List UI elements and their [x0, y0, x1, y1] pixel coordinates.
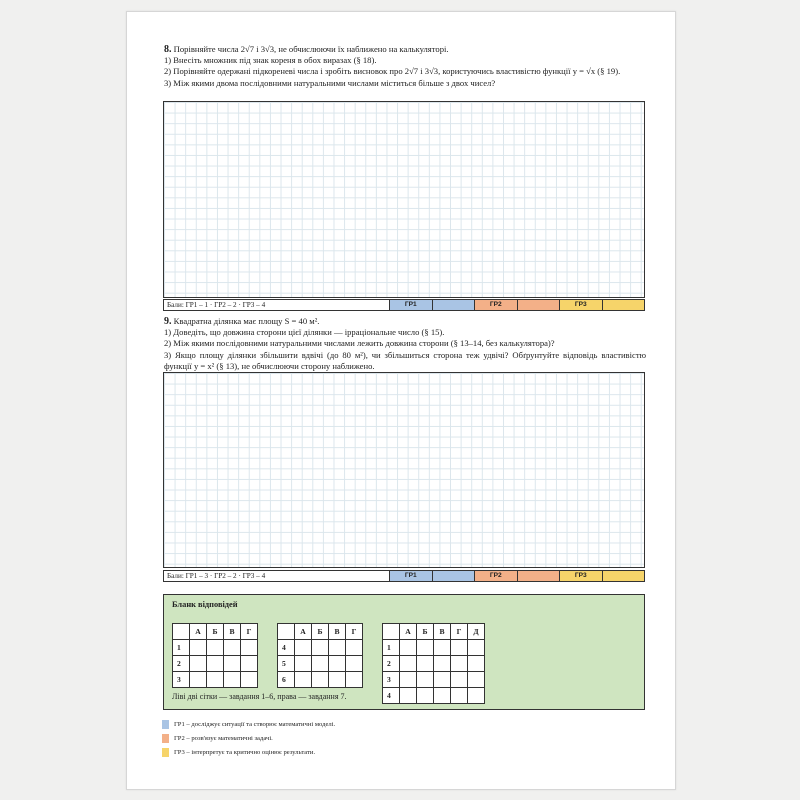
- answer-sheet-title: Бланк відповідей: [172, 600, 238, 609]
- answer-grid-area[interactable]: [163, 101, 645, 298]
- answer-cell[interactable]: [468, 656, 485, 672]
- row-number: 5: [278, 656, 295, 672]
- answer-cell[interactable]: [400, 656, 417, 672]
- column-header: А: [190, 624, 207, 640]
- answer-cell[interactable]: [468, 640, 485, 656]
- legend-text: ГР1 – досліджує ситуації та створює математичні моделі.: [174, 721, 336, 729]
- task-step-1: 1) Внесіть множник під знак кореня в обох виразах (§ 18).: [164, 55, 377, 66]
- column-header: А: [400, 624, 417, 640]
- gr2-label-cell: ГР2: [475, 300, 518, 310]
- column-header: А: [295, 624, 312, 640]
- answer-sheet-footer: Ліві дві сітки — завдання 1–6, права — завдання 7.: [172, 692, 347, 701]
- score-bar: [163, 570, 645, 582]
- gr2-color-swatch: [162, 734, 169, 743]
- legend-item-gr3: [162, 748, 315, 757]
- corner-cell: [173, 624, 190, 640]
- answer-cell[interactable]: [224, 672, 241, 688]
- answer-cell[interactable]: [434, 656, 451, 672]
- answer-cell[interactable]: [295, 656, 312, 672]
- row-number: 4: [278, 640, 295, 656]
- row-number: 2: [173, 656, 190, 672]
- task-step-1: 1) Доведіть, що довжина сторони цієї ділянки — ірраціональне число (§ 15).: [164, 327, 445, 338]
- task-8-intro-line: [164, 44, 646, 55]
- corner-cell: [278, 624, 295, 640]
- gr3-score-cell[interactable]: [603, 300, 645, 310]
- gr1-color-swatch: [162, 720, 169, 729]
- answer-cell[interactable]: [329, 672, 346, 688]
- answer-cell[interactable]: [241, 640, 258, 656]
- answer-cell[interactable]: [190, 672, 207, 688]
- task-intro: Квадратна ділянка має площу S = 40 м².: [173, 316, 320, 326]
- row-number: 1: [173, 640, 190, 656]
- answer-cell[interactable]: [400, 688, 417, 704]
- answer-grid-area[interactable]: [163, 372, 645, 568]
- task-9: [164, 316, 646, 372]
- gr3-color-swatch: [162, 748, 169, 757]
- answer-cell[interactable]: [190, 640, 207, 656]
- gr1-label-cell: ГР1: [390, 571, 433, 581]
- column-header: Б: [312, 624, 329, 640]
- score-label: Бали: ГР1 – 1 · ГР2 – 2 · ГР3 – 4: [164, 300, 390, 310]
- column-header: Б: [417, 624, 434, 640]
- answer-cell[interactable]: [346, 672, 363, 688]
- answer-grid-3: [382, 623, 485, 704]
- gr3-label-cell: ГР3: [560, 571, 603, 581]
- row-number: 3: [173, 672, 190, 688]
- task-9-intro-line: [164, 316, 646, 327]
- answer-grid-2: [277, 623, 363, 688]
- answer-cell[interactable]: [434, 640, 451, 656]
- legend-text: ГР3 – інтерпретує та критично оцінює результати.: [174, 749, 316, 757]
- gr2-score-cell[interactable]: [518, 300, 561, 310]
- column-header: Д: [468, 624, 485, 640]
- task-step-3: 3) Між якими двома послідовними натуральними числами міститься більше з двох чисел?: [164, 77, 496, 88]
- column-header: Г: [346, 624, 363, 640]
- answer-sheet: [163, 594, 645, 710]
- column-header: В: [329, 624, 346, 640]
- answer-cell[interactable]: [434, 672, 451, 688]
- legend-item-gr1: [162, 720, 335, 729]
- row-number: 6: [278, 672, 295, 688]
- row-number: 3: [383, 672, 400, 688]
- answer-cell[interactable]: [312, 656, 329, 672]
- answer-cell[interactable]: [400, 672, 417, 688]
- answer-cell[interactable]: [417, 640, 434, 656]
- score-label: Бали: ГР1 – 3 · ГР2 – 2 · ГР3 – 4: [164, 571, 390, 581]
- answer-cell[interactable]: [346, 656, 363, 672]
- gr3-label-cell: ГР3: [560, 300, 603, 310]
- answer-cell[interactable]: [451, 640, 468, 656]
- answer-cell[interactable]: [451, 672, 468, 688]
- row-number: 2: [383, 656, 400, 672]
- gr1-score-cell[interactable]: [433, 300, 476, 310]
- row-number: 1: [383, 640, 400, 656]
- task-step-2: 2) Між якими послідовними натуральними числами лежить довжина сторони (§ 13–14, без калькулятора)?: [164, 338, 555, 349]
- corner-cell: [383, 624, 400, 640]
- answer-cell[interactable]: [434, 688, 451, 704]
- gr3-score-cell[interactable]: [603, 571, 645, 581]
- answer-cell[interactable]: [224, 640, 241, 656]
- answer-cell[interactable]: [417, 672, 434, 688]
- answer-cell[interactable]: [295, 640, 312, 656]
- gr2-label-cell: ГР2: [475, 571, 518, 581]
- score-bar: [163, 299, 645, 311]
- answer-cell[interactable]: [451, 656, 468, 672]
- answer-cell[interactable]: [329, 656, 346, 672]
- answer-cell[interactable]: [451, 688, 468, 704]
- task-intro: Порівняйте числа 2√7 і 3√3, не обчислюючи їх наближено на калькуляторі.: [173, 44, 449, 54]
- answer-cell[interactable]: [190, 656, 207, 672]
- task-number: 8.: [164, 44, 172, 55]
- gr1-score-cell[interactable]: [433, 571, 476, 581]
- gr2-score-cell[interactable]: [518, 571, 561, 581]
- answer-cell[interactable]: [468, 672, 485, 688]
- answer-cell[interactable]: [207, 656, 224, 672]
- column-header: Г: [241, 624, 258, 640]
- answer-cell[interactable]: [312, 640, 329, 656]
- row-number: 4: [383, 688, 400, 704]
- answer-cell[interactable]: [417, 688, 434, 704]
- answer-cell[interactable]: [468, 688, 485, 704]
- answer-cell[interactable]: [224, 656, 241, 672]
- legend-item-gr2: [162, 734, 273, 743]
- task-step-2: 2) Порівняйте одержані підкореневі числа і зробіть висновок про 2√7 і 3√3, користуючись властивістю функції y = √x (§ 19).: [164, 66, 621, 77]
- answer-cell[interactable]: [207, 672, 224, 688]
- column-header: В: [434, 624, 451, 640]
- answer-cell[interactable]: [417, 656, 434, 672]
- legend-text: ГР2 – розв'язує математичні задачі.: [174, 735, 273, 743]
- column-header: Г: [451, 624, 468, 640]
- answer-cell[interactable]: [400, 640, 417, 656]
- answer-grid-1: [172, 623, 258, 688]
- task-step-3: 3) Якщо площу ділянки збільшити вдвічі (до 80 м²), чи збільшиться сторона теж удвічі? Обґрунтуйте відповідь властивістю функції y = x² (§ 13), не обчислюючи сторону наближено.: [164, 349, 646, 371]
- answer-cell[interactable]: [241, 656, 258, 672]
- answer-cell[interactable]: [346, 640, 363, 656]
- answer-cell[interactable]: [207, 640, 224, 656]
- answer-cell[interactable]: [329, 640, 346, 656]
- worksheet-page: [126, 11, 676, 790]
- column-header: В: [224, 624, 241, 640]
- answer-cell[interactable]: [312, 672, 329, 688]
- answer-cell[interactable]: [241, 672, 258, 688]
- column-header: Б: [207, 624, 224, 640]
- task-number: 9.: [164, 316, 172, 327]
- gr1-label-cell: ГР1: [390, 300, 433, 310]
- answer-cell[interactable]: [295, 672, 312, 688]
- task-8: [164, 44, 646, 89]
